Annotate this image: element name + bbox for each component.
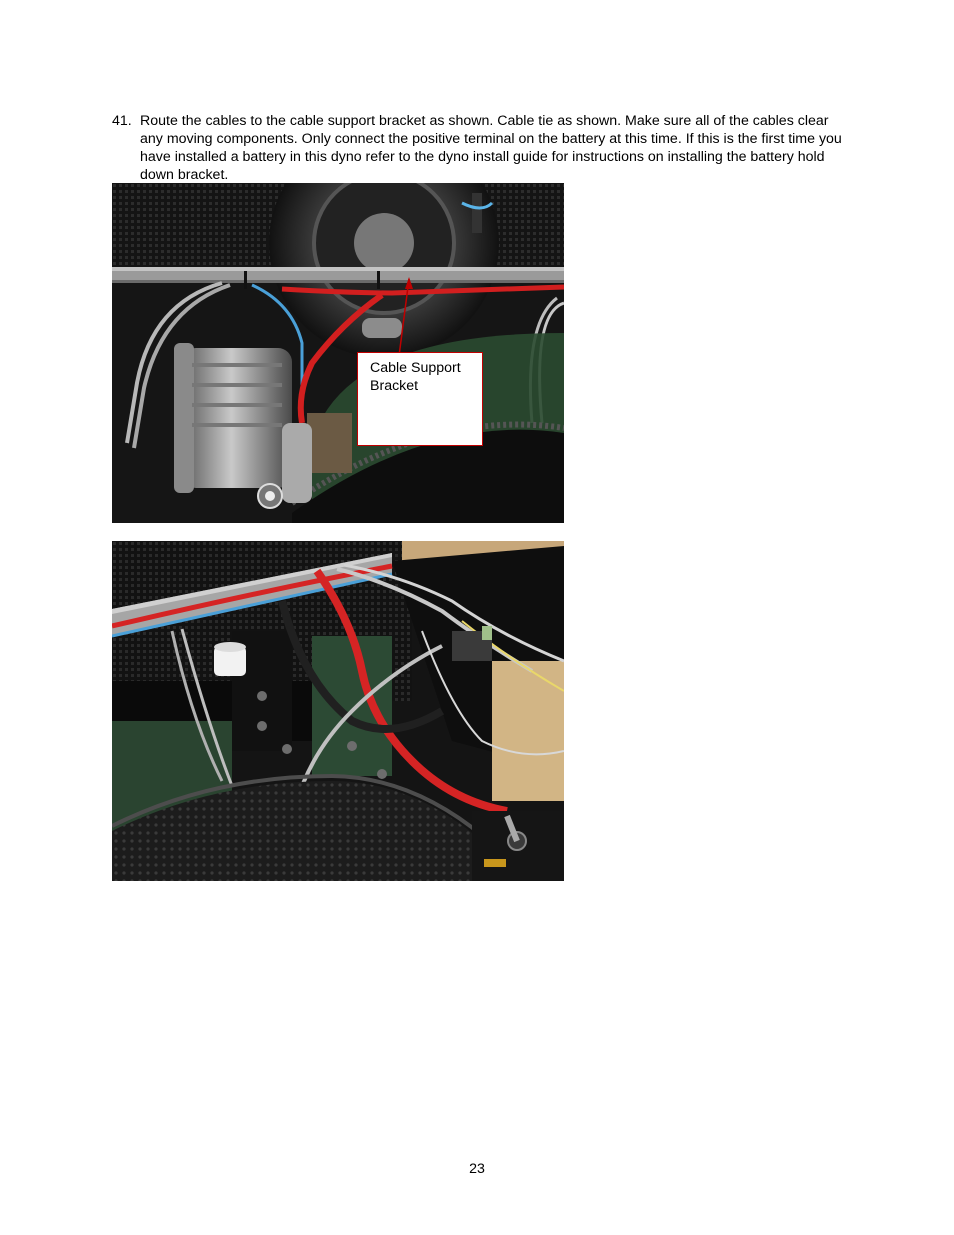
step-text: Route the cables to the cable support bracket as shown. Cable tie as shown. Make sure all of the cables clear any moving components. Only connect the positive terminal on the battery at this time. If this is the first time you have installed a battery in this dyno refer to the dyno install guide for instructions on installing the battery hold down bracket. — [140, 113, 842, 183]
instruction-step — [112, 112, 852, 184]
step-number: 41. — [112, 113, 132, 129]
battery-wiring-photo-illustration — [112, 541, 564, 881]
page-number: 23 — [469, 1161, 485, 1177]
cable-bracket-photo-illustration — [112, 183, 564, 523]
cable-bracket-photo — [112, 183, 564, 523]
battery-wiring-photo — [112, 541, 564, 881]
cable-support-bracket-callout: Cable Support Bracket — [357, 352, 483, 446]
